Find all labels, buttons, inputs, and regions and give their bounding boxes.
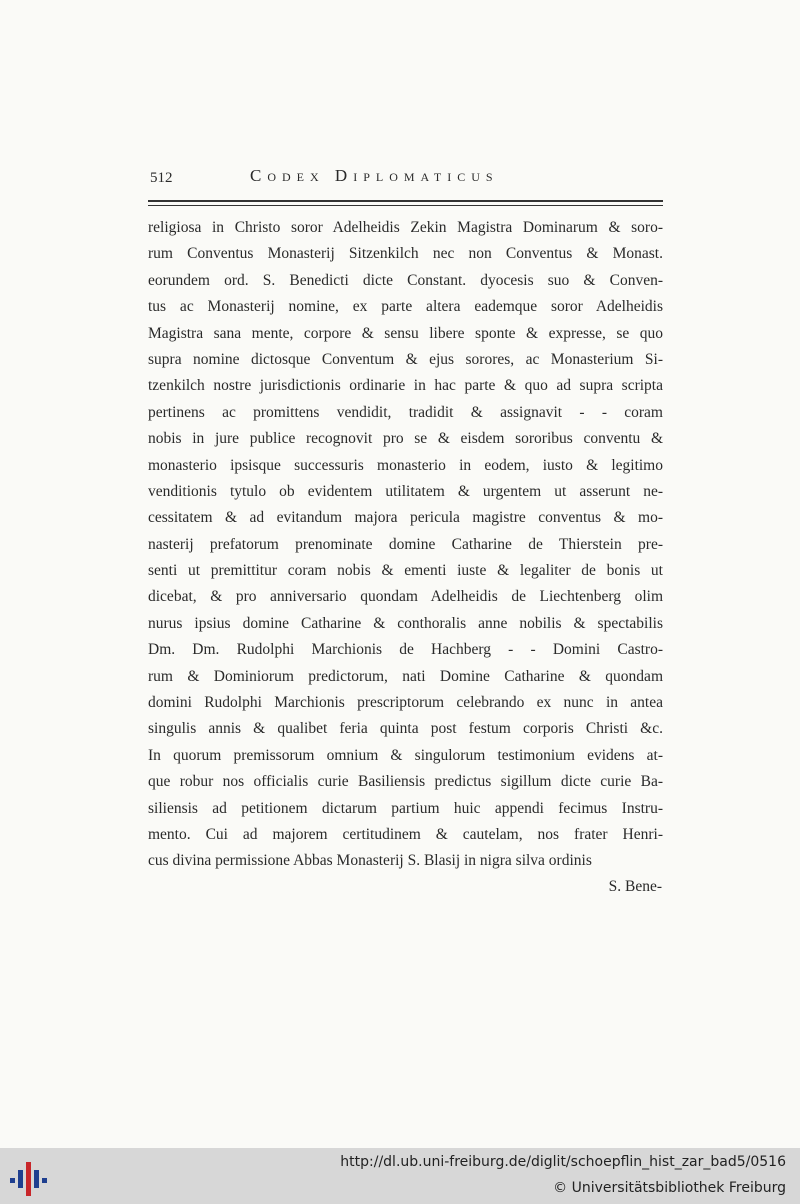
page-number: 512: [150, 170, 173, 186]
text-line: dicebat, & pro anniversario quondam Adelheidis de Liechtenberg olim: [148, 588, 663, 606]
text-line: pertinens ac promittens vendidit, tradidit & assignavit - - coram: [148, 403, 663, 421]
text-line: Dm. Dm. Rudolphi Marchionis de Hachberg - - Domini Castro-: [148, 641, 663, 659]
header-rule-thin: [148, 205, 663, 206]
text-line: religiosa in Christo soror Adelheidis Zekin Magistra Dominarum & soro-: [148, 219, 663, 236]
text-line: siliensis ad petitionem dictarum partium huic appendi fecimus Instru-: [148, 799, 663, 817]
text-line: nurus ipsius domine Catharine & conthoralis anne nobilis & spectabilis: [148, 614, 663, 632]
text-line: rum Conventus Monasterij Sitzenkilch nec non Conventus & Monast.: [148, 245, 663, 263]
text-line: domini Rudolphi Marchionis prescriptorum celebrando ex nunc in antea: [148, 694, 663, 712]
university-library-logo-icon[interactable]: [8, 1156, 50, 1198]
text-line: monasterio ipsisque successuris monasterio in eodem, iusto & legitimo: [148, 456, 663, 474]
text-line: tzenkilch nostre jurisdictionis ordinarie in hac parte & quo ad supra scripta: [148, 377, 663, 395]
text-line: cessitatem & ad evitandum majora pericula magistre conventus & mo-: [148, 509, 663, 527]
document-body: [148, 215, 663, 875]
text-line: senti ut premittitur coram nobis & ementi iuste & legaliter de bonis ut: [148, 562, 663, 580]
text-line: nasterij prefatorum prenominate domine Catharine de Thierstein pre-: [148, 535, 663, 553]
text-line: eorundem ord. S. Benedicti dicte Constant. dyocesis suo & Conven-: [148, 271, 663, 289]
running-title: Codex Diplomaticus: [250, 166, 499, 185]
text-line: supra nomine dictosque Conventum & ejus sorores, ac Monasterium Si-: [148, 350, 663, 368]
text-line: tus ac Monasterij nomine, ex parte altera eademque soror Adelheidis: [148, 298, 663, 316]
text-line: que robur nos officialis curie Basiliensis predictus sigillum dicte curie Ba-: [148, 773, 663, 791]
header-rule-thick: [148, 200, 663, 202]
text-line: Magistra sana mente, corpore & sensu libere sponte & expresse, se quo: [148, 324, 663, 342]
text-line: nobis in jure publice recognovit pro se & eisdem sororibus conventu &: [148, 430, 663, 448]
source-url-link[interactable]: http://dl.ub.uni-freiburg.de/diglit/schoepflin_hist_zar_bad5/0516: [340, 1154, 786, 1170]
text-line: singulis annis & qualibet feria quinta post festum corporis Christi &c.: [148, 720, 663, 738]
page-header: [148, 164, 663, 192]
text-line: venditionis tytulo ob evidentem utilitatem & urgentem ut asserunt ne-: [148, 482, 663, 500]
text-line: cus divina permissione Abbas Monasterij S. Blasij in nigra silva ordinis: [148, 852, 592, 870]
copyright-notice: © Universitätsbibliothek Freiburg: [553, 1180, 786, 1196]
footer-bar: [0, 1148, 800, 1204]
catchword: S. Bene-: [608, 878, 662, 895]
text-line: rum & Dominiorum predictorum, nati Domine Catharine & quondam: [148, 667, 663, 685]
text-line: In quorum premissorum omnium & singulorum testimonium evidens at-: [148, 746, 663, 764]
text-line: mento. Cui ad majorem certitudinem & cautelam, nos frater Henri-: [148, 825, 663, 843]
